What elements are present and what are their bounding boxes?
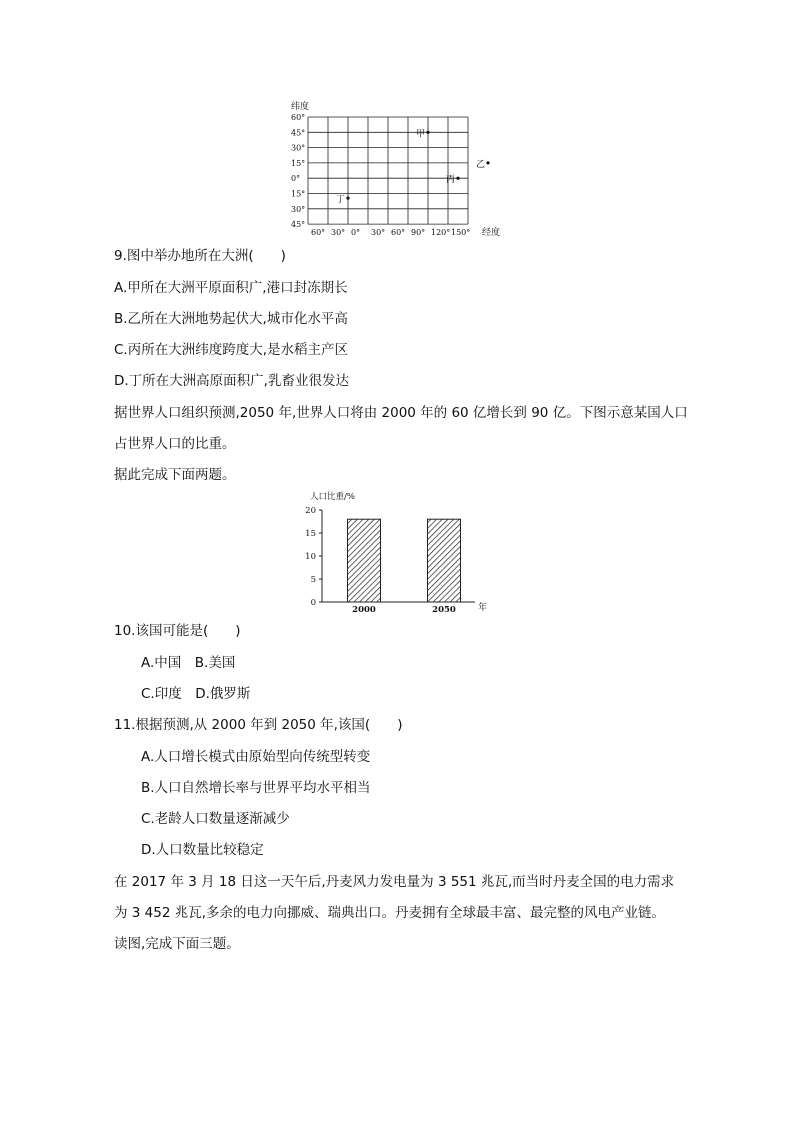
q11-stem: 11.根据预测,从 2000 年到 2050 年,该国( ) <box>114 717 403 733</box>
x-axis-label: 经度 <box>482 228 501 238</box>
point-label: 丙 <box>446 175 456 186</box>
point-label: 乙 <box>476 159 486 170</box>
q9-option-b: B.乙所在大洲地势起伏大,城市化水平高 <box>114 311 348 327</box>
denmark-intro-line1: 在 2017 年 3 月 18 日这一天午后,丹麦风力发电量为 3 551 兆瓦,而当时丹麦全国的电力需求 <box>114 874 675 890</box>
q10-options-row1: A.中国 B.美国 <box>141 655 236 671</box>
y-tick-label: 20 <box>305 506 316 516</box>
x-tick-label: 2050 <box>432 605 456 615</box>
point-marker <box>456 177 459 180</box>
population-bar-chart <box>290 490 500 615</box>
point-marker <box>346 196 349 199</box>
y-tick-label: 45° <box>291 220 306 230</box>
y-tick-label: 10 <box>305 552 316 562</box>
q11-option-b: B.人口自然增长率与世界平均水平相当 <box>141 780 371 796</box>
point-marker <box>486 161 489 164</box>
y-tick-label: 15° <box>291 189 306 199</box>
point-label: 甲 <box>416 129 426 140</box>
y-tick-label: 15° <box>291 158 306 168</box>
q9-option-a: A.甲所在大洲平原面积广,港口封冻期长 <box>114 280 348 296</box>
x-tick-label: 150° <box>451 228 471 237</box>
x-tick-label: 60° <box>391 228 406 237</box>
y-tick-label: 5 <box>310 575 316 585</box>
population-intro-line3: 据此完成下面两题。 <box>114 467 236 483</box>
y-axis-label: 纬度 <box>291 102 310 112</box>
x-tick-label: 120° <box>431 228 451 237</box>
q9-stem: 9.图中举办地所在大洲( ) <box>114 248 286 264</box>
y-tick-label: 30° <box>291 143 306 153</box>
lat-lon-grid-chart <box>285 98 515 238</box>
y-tick-label: 0 <box>310 598 316 608</box>
y-tick-label: 60° <box>291 113 306 122</box>
q11-option-a: A.人口增长模式由原始型向传统型转变 <box>141 749 371 765</box>
y-tick-label: 15 <box>305 529 316 539</box>
q11-option-d: D.人口数量比较稳定 <box>141 842 264 858</box>
bar-chart-x-labels <box>352 605 456 615</box>
population-intro-line2: 占世界人口的比重。 <box>114 436 236 452</box>
q10-stem: 10.该国可能是( ) <box>114 623 241 639</box>
x-tick-labels <box>311 228 470 237</box>
grid-lines <box>308 117 468 224</box>
q11-option-c: C.老龄人口数量逐渐减少 <box>141 811 290 827</box>
q9-option-c: C.丙所在大洲纬度跨度大,是水稻主产区 <box>114 342 349 358</box>
x-tick-label: 90° <box>411 228 426 237</box>
q10-options-row2: C.印度 D.俄罗斯 <box>141 686 251 702</box>
denmark-intro-line3: 读图,完成下面三题。 <box>114 936 240 952</box>
q9-option-d: D.丁所在大洲高原面积广,乳畜业很发达 <box>114 373 349 389</box>
point-label: 丁 <box>336 195 346 206</box>
y-tick-labels <box>291 113 305 229</box>
bar-2050 <box>428 519 461 602</box>
x-tick-label: 30° <box>371 228 386 237</box>
y-tick-label: 0° <box>291 174 301 184</box>
x-tick-label: 60° <box>311 228 326 237</box>
y-tick-label: 30° <box>291 204 306 214</box>
x-tick-label: 30° <box>331 228 346 237</box>
point-marker <box>426 131 429 134</box>
x-tick-label: 2000 <box>352 605 376 615</box>
bar-chart-ylabel: 人口比重/% <box>310 492 355 502</box>
population-intro-line1: 据世界人口组织预测,2050 年,世界人口将由 2000 年的 60 亿增长到 90 亿。下图示意某国人口 <box>114 405 688 421</box>
bar-chart-xlabel: 年 <box>478 603 488 613</box>
bar-2000 <box>348 519 381 602</box>
y-tick-label: 45° <box>291 128 306 138</box>
x-tick-label: 0° <box>351 228 361 237</box>
bar-chart-bars <box>348 519 461 602</box>
denmark-intro-line2: 为 3 452 兆瓦,多余的电力向挪威、瑞典出口。丹麦拥有全球最丰富、最完整的风电产业链。 <box>114 905 666 921</box>
